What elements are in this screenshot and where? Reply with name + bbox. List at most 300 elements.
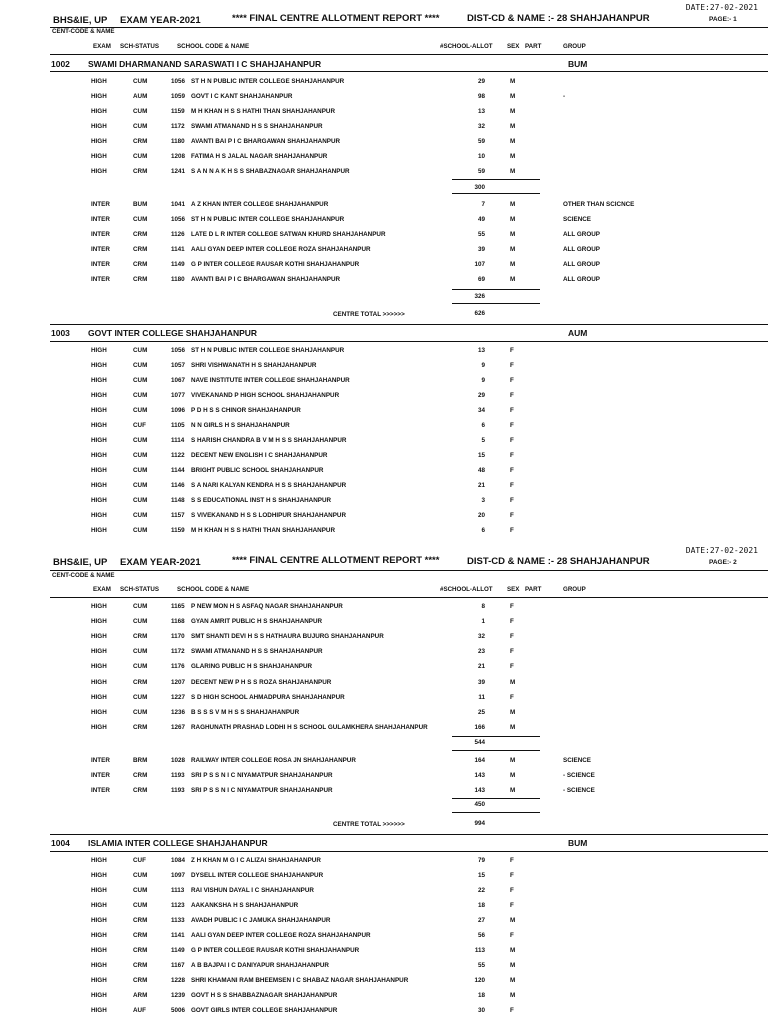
allotment-cell: 59 (477, 168, 485, 175)
school-code-cell: 1208 (171, 153, 186, 160)
school-name-cell: B S S S V M H S S SHAHJAHANPUR (191, 708, 300, 716)
table-row (0, 947, 768, 962)
allotment-cell: 32 (477, 123, 485, 130)
table-row (0, 787, 768, 802)
exam-cell: INTER (91, 246, 110, 253)
table-row (0, 482, 768, 497)
school-name-cell: DYSELL INTER COLLEGE SHAHJAHANPUR (191, 872, 324, 879)
table-row (0, 108, 768, 123)
cent-code-label: CENT-CODE & NAME (52, 572, 115, 579)
status-cell: CRM (133, 231, 148, 238)
school-code-cell: 1056 (171, 216, 186, 223)
school-code-cell: 1077 (171, 392, 186, 399)
table-row (0, 694, 768, 709)
school-name-cell: Z H KHAN M G I C ALIZAI SHAHJAHANPUR (191, 857, 321, 864)
school-name-cell: GYAN AMRIT PUBLIC H S SHAHJAHANPUR (191, 618, 323, 626)
status-cell: CUF (133, 422, 146, 429)
exam-cell: HIGH (91, 123, 107, 130)
school-code-cell: 1172 (171, 648, 185, 656)
group-cell: - SCIENCE (563, 772, 595, 779)
school-name-cell: RAGHUNATH PRASHAD LODHI H S SCHOOL GULAMKHERA SHAHJAHANPUR (191, 723, 428, 731)
col-part: PART (525, 43, 542, 50)
status-cell: CUM (133, 648, 148, 656)
school-name-cell: S A NARI KALYAN KENDRA H S S SHAHJAHANPUR (191, 482, 347, 489)
school-name-cell: ST H N PUBLIC INTER COLLEGE SHAHJAHANPUR (191, 216, 345, 223)
table-row (0, 962, 768, 977)
centre-status: BUM (568, 59, 588, 69)
school-code-cell: 1239 (171, 992, 186, 999)
allotment-cell: 20 (477, 512, 485, 519)
allotment-cell: 21 (477, 663, 485, 671)
school-code-cell: 1126 (171, 231, 185, 238)
allotment-cell: 5 (481, 437, 485, 444)
school-name-cell: SRI P S S N I C NIYAMATPUR SHAHJAHANPUR (191, 787, 333, 794)
status-cell: CRM (133, 917, 148, 924)
allotment-cell: 164 (474, 757, 485, 764)
group-cell: SCIENCE (563, 757, 591, 764)
table-row (0, 857, 768, 872)
allotment-cell: 7 (481, 201, 485, 208)
school-code-cell: 1176 (171, 663, 185, 671)
centre-code: 1003 (51, 328, 70, 338)
school-code-cell: 1041 (171, 201, 186, 208)
sex-cell: F (510, 872, 514, 879)
school-code-cell: 1267 (171, 723, 186, 731)
table-row (0, 992, 768, 1007)
school-code-cell: 1133 (171, 917, 185, 924)
school-name-cell: AVANTI BAI P I C BHARGAWAN SHAHJAHANPUR (191, 276, 341, 283)
col-group: GROUP (563, 586, 586, 593)
sex-cell: F (510, 362, 514, 369)
table-row (0, 527, 768, 542)
school-code-cell: 1159 (171, 527, 185, 534)
status-cell: CRM (133, 723, 148, 731)
sex-cell: F (510, 693, 514, 701)
school-code-cell: 1067 (171, 377, 186, 384)
school-name-cell: S D HIGH SCHOOL AHMADPURA SHAHJAHANPUR (191, 693, 345, 701)
exam-cell: HIGH (91, 633, 107, 641)
table-row (0, 78, 768, 93)
school-name-cell: NAVE INSTITUTE INTER COLLEGE SHAHJAHANPUR (191, 377, 350, 384)
sex-cell: M (510, 977, 516, 984)
group-cell: ALL GROUP (563, 246, 600, 253)
status-cell: CUM (133, 902, 148, 909)
sex-cell: F (510, 887, 514, 894)
school-code-cell: 1180 (171, 138, 185, 145)
page-header-2 (0, 545, 768, 593)
school-name-cell: M H KHAN H S S HATHI THAN SHAHJAHANPUR (191, 527, 336, 534)
centre-rule (50, 341, 768, 342)
allotment-cell: 22 (477, 887, 485, 894)
col-school: SCHOOL CODE & NAME (177, 43, 250, 50)
status-cell: CUM (133, 467, 148, 474)
centre-status: AUM (568, 328, 588, 338)
school-code-cell: 1144 (171, 467, 185, 474)
allotment-cell: 55 (477, 962, 485, 969)
status-cell: CUM (133, 887, 148, 894)
exam-cell: HIGH (91, 78, 107, 85)
status-cell: CUM (133, 618, 148, 626)
allotment-cell: 32 (477, 633, 485, 641)
subtotal-rule (452, 193, 540, 194)
sex-cell: M (510, 757, 516, 764)
exam-cell: HIGH (91, 362, 107, 369)
exam-cell: HIGH (91, 437, 107, 444)
table-row (0, 347, 768, 362)
exam-cell: INTER (91, 772, 110, 779)
school-name-cell: AALI GYAN DEEP INTER COLLEGE ROZA SHAHJAHANPUR (191, 246, 371, 253)
status-cell: CUM (133, 392, 148, 399)
status-cell: CUM (133, 437, 148, 444)
sex-cell: M (510, 231, 516, 238)
school-code-cell: 1097 (171, 872, 186, 879)
school-code-cell: 1057 (171, 362, 186, 369)
allotment-cell: 143 (474, 772, 485, 779)
allotment-cell: 9 (481, 377, 485, 384)
status-cell: CUM (133, 603, 148, 610)
subtotal: 300 (474, 184, 485, 191)
exam-cell: HIGH (91, 422, 107, 429)
exam-cell: HIGH (91, 1007, 107, 1014)
exam-cell: HIGH (91, 467, 107, 474)
table-row (0, 138, 768, 153)
header-rule (50, 27, 768, 28)
school-code-cell: 1170 (171, 633, 185, 641)
report-date: DATE:27-02-2021 (685, 3, 758, 12)
subtotal: 544 (474, 739, 485, 746)
table-row (0, 497, 768, 512)
sex-cell: M (510, 678, 516, 686)
school-name-cell: M H KHAN H S S HATHI THAN SHAHJAHANPUR (191, 108, 336, 115)
allotment-cell: 13 (477, 347, 485, 354)
school-name-cell: AALI GYAN DEEP INTER COLLEGE ROZA SHAHJAHANPUR (191, 932, 371, 939)
allotment-cell: 11 (478, 693, 485, 701)
allotment-cell: 23 (477, 648, 485, 656)
page-header-1 (0, 0, 768, 60)
school-name-cell: ST H N PUBLIC INTER COLLEGE SHAHJAHANPUR (191, 78, 345, 85)
status-cell: CUM (133, 872, 148, 879)
header-rule (50, 570, 768, 571)
school-code-cell: 1123 (171, 902, 185, 909)
table-row (0, 93, 768, 108)
col-status: SCH-STATUS (120, 586, 159, 593)
table-row (0, 246, 768, 261)
school-code-cell: 1096 (171, 407, 186, 414)
sex-cell: F (510, 452, 514, 459)
school-code-cell: 1146 (171, 482, 185, 489)
status-cell: BRM (133, 757, 148, 764)
exam-cell: HIGH (91, 407, 107, 414)
allotment-cell: 25 (477, 708, 485, 716)
status-cell: CUM (133, 407, 148, 414)
table-row (0, 772, 768, 787)
exam-cell: HIGH (91, 678, 107, 686)
school-name-cell: SMT SHANTI DEVI H S S HATHAURA BUJURG SHAHJAHANPUR (191, 633, 384, 641)
status-cell: CRM (133, 932, 148, 939)
col-allot: #SCHOOL-ALLOT (440, 586, 493, 593)
status-cell: CRM (133, 678, 148, 686)
exam-cell: INTER (91, 231, 110, 238)
status-cell: CUM (133, 497, 148, 504)
school-code-cell: 1056 (171, 347, 186, 354)
status-cell: CUM (133, 78, 148, 85)
sex-cell: M (510, 108, 516, 115)
sex-cell: F (510, 512, 514, 519)
school-name-cell: S A N N A K H S S SHABAZNAGAR SHAHJAHANPUR (191, 168, 350, 175)
sex-cell: M (510, 962, 516, 969)
school-code-cell: 1172 (171, 123, 185, 130)
centre-code: 1002 (51, 59, 70, 69)
group-cell: ALL GROUP (563, 276, 600, 283)
board-name: BHS&IE, UP (53, 15, 108, 26)
school-name-cell: LATE D L R INTER COLLEGE SATWAN KHURD SHAHJAHANPUR (191, 231, 386, 238)
exam-cell: HIGH (91, 153, 107, 160)
school-name-cell: AVADH PUBLIC I C JAMUKA SHAHJAHANPUR (191, 917, 331, 924)
centre-total: 994 (474, 820, 485, 827)
exam-cell: HIGH (91, 648, 107, 656)
exam-cell: INTER (91, 216, 110, 223)
exam-cell: HIGH (91, 887, 107, 894)
table-row (0, 663, 768, 678)
status-cell: CRM (133, 261, 148, 268)
col-status: SCH-STATUS (120, 43, 159, 50)
exam-cell: HIGH (91, 377, 107, 384)
group-cell: - SCIENCE (563, 787, 595, 794)
sex-cell: M (510, 772, 516, 779)
school-code-cell: 1167 (171, 962, 185, 969)
allotment-cell: 56 (477, 932, 485, 939)
allotment-cell: 8 (481, 603, 485, 610)
allotment-cell: 166 (474, 723, 485, 731)
sex-cell: F (510, 932, 514, 939)
sex-cell: M (510, 246, 516, 253)
exam-cell: HIGH (91, 723, 107, 731)
status-cell: CRM (133, 772, 148, 779)
school-code-cell: 1114 (171, 437, 185, 444)
school-name-cell: GOVT H S S SHABBAZNAGAR SHAHJAHANPUR (191, 992, 338, 999)
school-name-cell: SWAMI ATMANAND H S S SHAHJAHANPUR (191, 648, 323, 656)
school-name-cell: P NEW MON H S ASFAQ NAGAR SHAHJAHANPUR (191, 603, 343, 610)
allotment-cell: 18 (477, 902, 485, 909)
school-code-cell: 1148 (171, 497, 185, 504)
centre-rule (50, 851, 768, 852)
centre-rule (50, 71, 768, 72)
school-name-cell: SHRI VISHWANATH H S SHAHJAHANPUR (191, 362, 317, 369)
table-row (0, 377, 768, 392)
status-cell: CRM (133, 246, 148, 253)
school-name-cell: RAILWAY INTER COLLEGE ROSA JN SHAHJAHANPUR (191, 757, 356, 764)
status-cell: CUM (133, 512, 148, 519)
board-name: BHS&IE, UP (53, 557, 108, 568)
col-exam: EXAM (93, 586, 111, 593)
table-row (0, 679, 768, 694)
school-code-cell: 1228 (171, 977, 186, 984)
status-cell: CUF (133, 857, 146, 864)
exam-cell: HIGH (91, 693, 107, 701)
sex-cell: F (510, 902, 514, 909)
exam-cell: HIGH (91, 347, 107, 354)
status-cell: CUM (133, 362, 148, 369)
exam-cell: HIGH (91, 392, 107, 399)
centre-code: 1004 (51, 838, 70, 848)
allotment-cell: 9 (481, 362, 485, 369)
sex-cell: F (510, 527, 514, 534)
exam-cell: INTER (91, 787, 110, 794)
school-name-cell: A B BAJPAI I C DANIYAPUR SHAHJAHANPUR (191, 962, 329, 969)
allotment-cell: 39 (477, 246, 485, 253)
table-row (0, 153, 768, 168)
sex-cell: F (510, 377, 514, 384)
exam-year: EXAM YEAR-2021 (120, 15, 201, 26)
subtotal-rule (452, 289, 540, 290)
allotment-cell: 55 (477, 231, 485, 238)
sex-cell: M (510, 992, 516, 999)
allotment-cell: 10 (477, 153, 485, 160)
school-name-cell: GOVT I C KANT SHAHJAHANPUR (191, 93, 293, 100)
group-cell: - (563, 93, 566, 100)
header-rule (50, 597, 768, 598)
status-cell: CUM (133, 108, 148, 115)
exam-cell: INTER (91, 201, 110, 208)
school-code-cell: 1168 (171, 618, 185, 626)
sex-cell: M (510, 168, 516, 175)
school-name-cell: DECENT NEW P H S S ROZA SHAHJAHANPUR (191, 678, 332, 686)
sex-cell: F (510, 347, 514, 354)
allotment-cell: 48 (477, 467, 485, 474)
exam-year: EXAM YEAR-2021 (120, 557, 201, 568)
exam-cell: HIGH (91, 512, 107, 519)
centre-rule (50, 324, 768, 325)
table-row (0, 977, 768, 992)
status-cell: CUM (133, 527, 148, 534)
exam-cell: HIGH (91, 917, 107, 924)
sex-cell: F (510, 482, 514, 489)
exam-cell: HIGH (91, 992, 107, 999)
group-cell: ALL GROUP (563, 231, 600, 238)
school-code-cell: 1059 (171, 93, 186, 100)
allotment-cell: 107 (474, 261, 485, 268)
table-row (0, 917, 768, 932)
allotment-cell: 6 (481, 422, 485, 429)
allotment-cell: 15 (477, 452, 485, 459)
col-exam: EXAM (93, 43, 111, 50)
centre-total-label: CENTRE TOTAL >>>>>> (333, 821, 405, 828)
sex-cell: M (510, 138, 516, 145)
exam-cell: HIGH (91, 168, 107, 175)
school-name-cell: S S EDUCATIONAL INST H S SHAHJAHANPUR (191, 497, 332, 504)
exam-cell: HIGH (91, 663, 107, 671)
exam-cell: HIGH (91, 603, 107, 610)
col-group: GROUP (563, 43, 586, 50)
table-row (0, 512, 768, 527)
exam-cell: HIGH (91, 497, 107, 504)
status-cell: CRM (133, 787, 148, 794)
allotment-cell: 29 (477, 78, 485, 85)
school-name-cell: DECENT NEW ENGLISH I C SHAHJAHANPUR (191, 452, 328, 459)
exam-cell: HIGH (91, 452, 107, 459)
exam-cell: HIGH (91, 108, 107, 115)
sex-cell: M (510, 261, 516, 268)
sex-cell: M (510, 78, 516, 85)
sex-cell: M (510, 216, 516, 223)
exam-cell: HIGH (91, 932, 107, 939)
col-sex: SEX (507, 586, 520, 593)
subtotal-rule (452, 179, 540, 180)
school-code-cell: 1084 (171, 857, 186, 864)
col-part: PART (525, 586, 542, 593)
table-row (0, 362, 768, 377)
allotment-cell: 98 (477, 93, 485, 100)
table-row (0, 633, 768, 648)
sex-cell: F (510, 633, 514, 641)
table-row (0, 276, 768, 291)
table-row (0, 1007, 768, 1022)
school-name-cell: GOVT GIRLS INTER COLLEGE SHAHJAHANPUR (191, 1007, 338, 1014)
centre-name: ISLAMIA INTER COLLEGE SHAHJAHANPUR (88, 838, 268, 848)
allotment-cell: 15 (477, 872, 485, 879)
table-row (0, 216, 768, 231)
exam-cell: INTER (91, 276, 110, 283)
status-cell: CUM (133, 452, 148, 459)
exam-cell: INTER (91, 261, 110, 268)
sex-cell: F (510, 663, 514, 671)
table-row (0, 757, 768, 772)
col-school: SCHOOL CODE & NAME (177, 586, 250, 593)
exam-cell: HIGH (91, 482, 107, 489)
sex-cell: F (510, 437, 514, 444)
sex-cell: F (510, 603, 514, 610)
centre-rule (50, 834, 768, 835)
status-cell: CRM (133, 276, 148, 283)
status-cell: AUM (133, 93, 148, 100)
allotment-cell: 79 (477, 857, 485, 864)
status-cell: ARM (133, 992, 148, 999)
allotment-cell: 1 (481, 618, 485, 626)
exam-cell: HIGH (91, 618, 107, 626)
col-allot: #SCHOOL-ALLOT (440, 43, 493, 50)
allotment-cell: 18 (477, 992, 485, 999)
exam-cell: HIGH (91, 708, 107, 716)
col-sex: SEX (507, 43, 520, 50)
table-row (0, 452, 768, 467)
exam-cell: HIGH (91, 93, 107, 100)
allotment-cell: 21 (477, 482, 485, 489)
subtotal-rule (452, 812, 540, 813)
sex-cell: F (510, 407, 514, 414)
allotment-cell: 39 (477, 678, 485, 686)
group-cell: ALL GROUP (563, 261, 600, 268)
status-cell: CRM (133, 168, 148, 175)
sex-cell: M (510, 723, 516, 731)
table-row (0, 201, 768, 216)
table-row (0, 261, 768, 276)
allotment-cell: 69 (477, 276, 485, 283)
school-name-cell: N N GIRLS H S SHAHJAHANPUR (191, 422, 290, 429)
school-name-cell: G P INTER COLLEGE RAUSAR KOTHI SHAHJAHANPUR (191, 947, 360, 954)
centre-total: 626 (474, 310, 485, 317)
subtotal-rule (452, 798, 540, 799)
sex-cell: F (510, 497, 514, 504)
table-row (0, 168, 768, 183)
exam-cell: HIGH (91, 977, 107, 984)
report-date: DATE:27-02-2021 (685, 546, 758, 555)
status-cell: CUM (133, 123, 148, 130)
sex-cell: F (510, 467, 514, 474)
exam-cell: HIGH (91, 138, 107, 145)
school-code-cell: 5006 (171, 1007, 186, 1014)
exam-cell: HIGH (91, 857, 107, 864)
allotment-cell: 29 (477, 392, 485, 399)
